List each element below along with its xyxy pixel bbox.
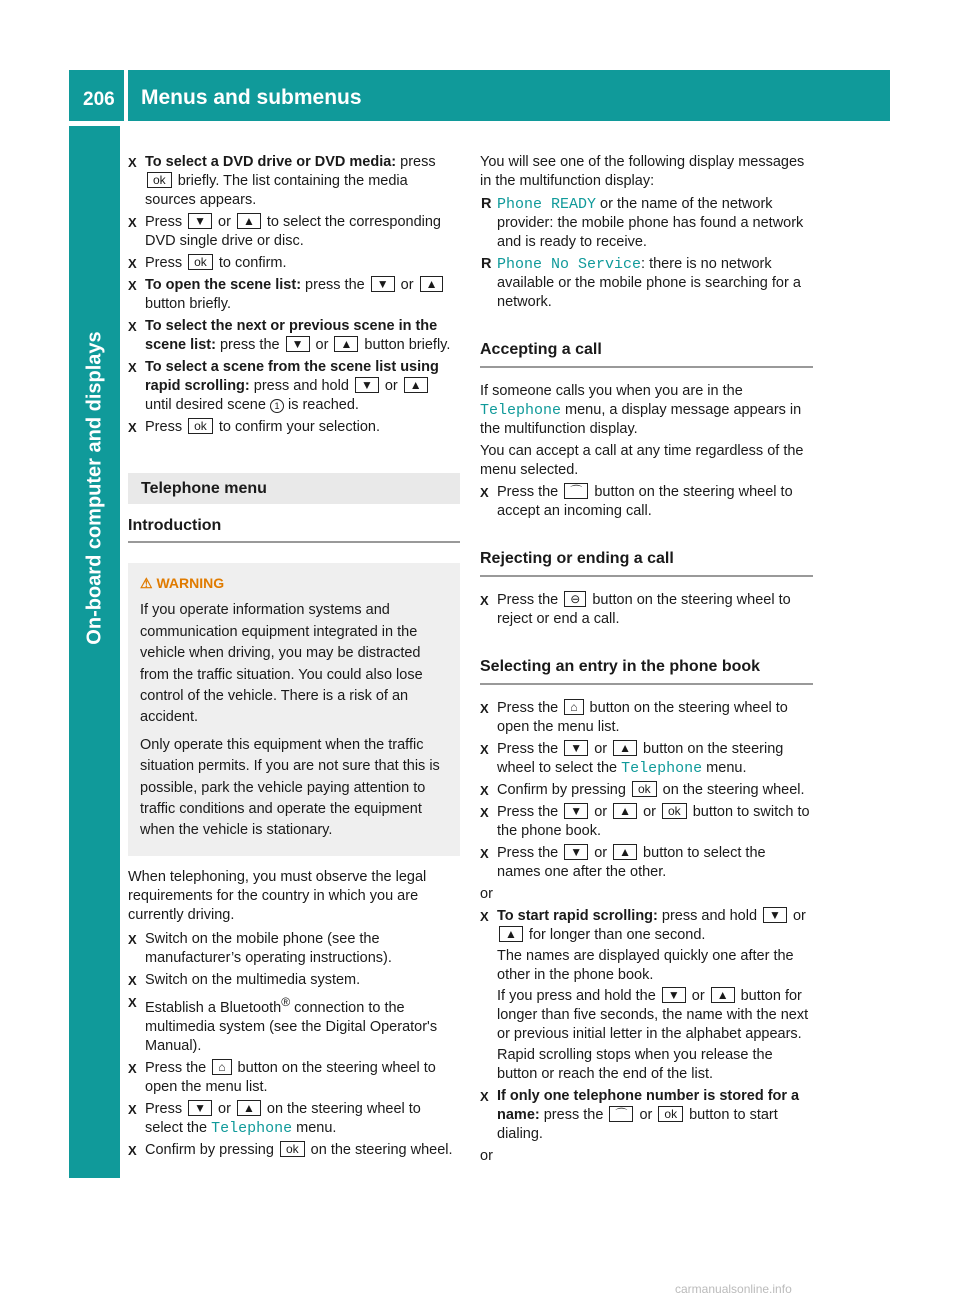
step-text: button on the steering wheel to reject or end a call. xyxy=(497,592,791,627)
arrow-icon: X xyxy=(128,972,137,988)
display-term: Telephone xyxy=(480,402,562,419)
arrow-icon: X xyxy=(128,256,137,271)
phone-key-icon: ⌒ xyxy=(609,1106,633,1122)
arrow-icon: X xyxy=(480,742,489,757)
step-text: briefly. The list containing the media sources appears. xyxy=(145,173,408,208)
step-text: to select the corresponding DVD single drive or disc. xyxy=(145,214,441,249)
ok-key-icon: ok xyxy=(188,254,213,270)
subsection-heading: Introduction xyxy=(128,516,460,543)
step-text: button briefly. xyxy=(360,337,451,353)
paragraph-text: menu, a display message appears in the multifunction display. xyxy=(480,402,802,437)
step-text: to confirm your selection. xyxy=(214,419,381,435)
step-text: Press xyxy=(145,1100,183,1117)
step-text: Switch on the multimedia system. xyxy=(145,971,361,988)
step-text: press and hold xyxy=(657,908,758,924)
ok-key-icon: ok xyxy=(280,1141,305,1157)
arrow-icon: X xyxy=(128,1142,137,1158)
step-text: connection to the multimedia system (see the Digital Operator's Manual). xyxy=(145,999,438,1054)
step-text: button to switch to the phone book. xyxy=(497,804,810,839)
subsection-heading: Selecting an entry in the phone book xyxy=(480,657,813,685)
warning-icon: ⚠ xyxy=(140,575,153,591)
ok-key-icon: ok xyxy=(632,781,657,797)
step xyxy=(128,971,460,990)
step xyxy=(128,213,460,251)
arrow-icon: X xyxy=(128,319,137,334)
arrow-icon: X xyxy=(128,1101,137,1117)
step-text: Press the xyxy=(497,484,559,500)
step-text: or xyxy=(315,337,329,353)
sidebar-tab xyxy=(69,126,120,1178)
page-title: Menus and submenus xyxy=(141,86,362,109)
display-term: Phone No Service xyxy=(497,256,642,273)
step-bold: If only one telephone number is stored for a name: xyxy=(497,1088,800,1123)
warning-title: WARNING xyxy=(156,575,225,591)
step-text: button for longer than five seconds, the name with the next or previous initial letter in the alphabet appears. xyxy=(497,988,809,1042)
step xyxy=(128,1100,460,1138)
step-text: button on the steering wheel to open the menu list. xyxy=(145,1059,436,1095)
step xyxy=(480,781,813,800)
step-text: or xyxy=(639,1107,653,1123)
list-item xyxy=(480,195,813,252)
step xyxy=(480,740,813,778)
arrow-icon: X xyxy=(480,485,489,500)
step-text: for longer than one second. xyxy=(524,927,706,943)
list-item xyxy=(480,255,813,312)
step-text: or xyxy=(594,804,608,820)
step-note xyxy=(497,987,813,1044)
step-bold: To open the scene list: xyxy=(145,277,302,293)
step-text: Press the xyxy=(497,741,559,757)
step-text: on the steering wheel to select the xyxy=(145,1100,421,1136)
paragraph xyxy=(480,382,813,439)
step-text: Establish a Bluetooth xyxy=(145,999,282,1016)
down-key-icon: ▼ xyxy=(355,377,379,393)
step xyxy=(480,907,813,1084)
arrow-icon: X xyxy=(128,994,137,1010)
step xyxy=(128,276,460,314)
down-key-icon: ▼ xyxy=(188,213,212,229)
step-text: button to start dialing. xyxy=(497,1107,778,1142)
step-note: Rapid scrolling stops when you release the button or reach the end of the list. xyxy=(497,1047,773,1082)
step-text: button on the steering wheel to open the menu list. xyxy=(497,700,788,735)
paragraph: When telephoning, you must observe the legal requirements for the country in which you are currently driving. xyxy=(128,868,427,923)
bullet-icon: R xyxy=(481,256,492,272)
step-text: button to select the names one after the other. xyxy=(497,845,766,880)
arrow-icon: X xyxy=(480,909,489,924)
step-text: press the xyxy=(539,1107,604,1123)
step xyxy=(128,317,460,355)
watermark-logo: carmanualsonline.info xyxy=(675,1282,792,1296)
paragraph: You can accept a call at any time regardless of the menu selected. xyxy=(480,443,804,478)
step-text: Confirm by pressing xyxy=(145,1141,274,1158)
ok-key-icon: ok xyxy=(658,1106,683,1122)
step xyxy=(480,699,813,737)
step-text: Press the xyxy=(497,700,559,716)
up-key-icon: ▲ xyxy=(237,1100,261,1116)
step-text: or xyxy=(792,908,806,924)
page-header xyxy=(69,70,890,121)
up-key-icon: ▲ xyxy=(613,740,637,756)
down-key-icon: ▼ xyxy=(564,803,588,819)
step-text: Press xyxy=(145,419,183,435)
header-divider xyxy=(124,70,128,121)
ok-key-icon: ok xyxy=(188,418,213,434)
down-key-icon: ▼ xyxy=(564,740,588,756)
arrow-icon: X xyxy=(480,1089,489,1104)
subsection-heading: Accepting a call xyxy=(480,340,813,368)
step xyxy=(128,1141,460,1160)
registered-mark: ® xyxy=(281,994,291,1009)
arrow-icon: X xyxy=(128,931,137,947)
ok-key-icon: ok xyxy=(147,172,172,188)
warning-text: Only operate this equipment when the traffic situation permits. If you are not sure that this is possible, park the vehicle paying attention to traffic conditions and operate the equipment when the vehicle is stationary. xyxy=(140,736,440,839)
step xyxy=(128,1059,460,1097)
step xyxy=(128,418,460,437)
step xyxy=(128,153,460,210)
arrow-icon: X xyxy=(480,593,489,608)
down-key-icon: ▼ xyxy=(662,987,686,1003)
warning-header xyxy=(140,573,450,594)
step-text: or xyxy=(691,988,705,1004)
step-text: button on the steering wheel to accept an incoming call. xyxy=(497,484,793,519)
display-term: Telephone xyxy=(621,760,703,777)
up-key-icon: ▲ xyxy=(404,377,428,393)
step xyxy=(480,591,813,629)
step-text: menu. xyxy=(292,1119,337,1136)
bullet-icon: R xyxy=(481,196,492,212)
subsection-heading: Rejecting or ending a call xyxy=(480,549,813,577)
step-text: button on the steering wheel to select the xyxy=(497,741,784,776)
circle-1-icon: 1 xyxy=(270,399,284,413)
step xyxy=(128,358,460,415)
down-key-icon: ▼ xyxy=(371,276,395,292)
down-key-icon: ▼ xyxy=(763,907,787,923)
arrow-icon: X xyxy=(480,805,489,820)
step xyxy=(480,803,813,841)
page-number: 206 xyxy=(83,89,115,110)
down-key-icon: ▼ xyxy=(188,1100,212,1116)
or-text: or xyxy=(480,886,493,902)
step-text: on the steering wheel. xyxy=(658,782,805,798)
display-term: Telephone xyxy=(211,1119,293,1137)
step-bold: To select a DVD drive or DVD media: xyxy=(145,154,397,170)
step-text: or xyxy=(594,845,608,861)
step-bold: To start rapid scrolling: xyxy=(497,908,658,924)
list-text: : there is no network available or the mobile phone is searching for a network. xyxy=(497,256,801,310)
step-text: Press the xyxy=(145,1059,207,1076)
up-key-icon: ▲ xyxy=(613,803,637,819)
up-key-icon: ▲ xyxy=(711,987,735,1003)
phone-key-icon: ⌒ xyxy=(564,483,588,499)
arrow-icon: X xyxy=(128,420,137,435)
arrow-icon: X xyxy=(128,1060,137,1076)
arrow-icon: X xyxy=(128,360,137,375)
step xyxy=(480,844,813,882)
arrow-icon: X xyxy=(480,701,489,716)
step-bold: To select the next or previous scene in the scene list: xyxy=(145,318,438,353)
step-text: or xyxy=(400,277,414,293)
step-text: Press the xyxy=(497,845,559,861)
up-key-icon: ▲ xyxy=(499,926,523,942)
down-key-icon: ▼ xyxy=(286,336,310,352)
step-text: press xyxy=(396,154,436,170)
step-bold: To select a scene from the scene list using rapid scrolling: xyxy=(145,359,439,394)
step-text: Press xyxy=(145,214,183,230)
sidebar-label: On-board computer and displays xyxy=(83,331,106,645)
step-text: to confirm. xyxy=(214,255,287,271)
step-text: Switch on the mobile phone (see the manufacturer’s operating instructions). xyxy=(145,930,392,966)
step-text: menu. xyxy=(702,760,747,776)
step-text: press the xyxy=(301,277,365,293)
ok-key-icon: ok xyxy=(662,803,687,819)
step-text: or xyxy=(218,214,231,230)
warning-text: If you operate information systems and communication equipment integrated in the vehicle when driving, you may be distracted from the traffic situation. You could also lose control of the vehicle. There is a risk of an accident. xyxy=(140,602,423,726)
step-text: Press the xyxy=(497,592,559,608)
arrow-icon: X xyxy=(480,783,489,798)
hangup-key-icon: ⊖ xyxy=(564,591,586,607)
arrow-icon: X xyxy=(128,155,137,170)
step-text: on the steering wheel. xyxy=(306,1141,453,1158)
arrow-icon: X xyxy=(128,215,137,230)
step-text: is reached. xyxy=(283,397,359,413)
up-key-icon: ▲ xyxy=(334,336,358,352)
step-text: until desired scene xyxy=(145,397,266,413)
paragraph-text: If someone calls you when you are in the xyxy=(480,383,743,399)
down-key-icon: ▼ xyxy=(564,844,588,860)
list-text: or the name of the network provider: the mobile phone has found a network and is ready to receive. xyxy=(497,196,804,250)
up-key-icon: ▲ xyxy=(613,844,637,860)
step-text: or xyxy=(643,804,656,820)
or-text: or xyxy=(480,1148,493,1164)
arrow-icon: X xyxy=(480,846,489,861)
step-text: or xyxy=(384,378,398,394)
section-heading: Telephone menu xyxy=(128,473,460,504)
step-text: button briefly. xyxy=(145,296,231,312)
step xyxy=(128,993,460,1056)
home-key-icon: ⌂ xyxy=(212,1059,231,1075)
paragraph: You will see one of the following display messages in the multifunction display: xyxy=(480,154,805,189)
step xyxy=(480,1087,813,1144)
step-text: or xyxy=(218,1100,231,1117)
up-key-icon: ▲ xyxy=(420,276,444,292)
step-text: press the xyxy=(215,337,280,353)
step-text: Press the xyxy=(497,804,559,820)
step-text: or xyxy=(594,741,608,757)
step xyxy=(128,254,460,273)
step-text: press and hold xyxy=(249,378,349,394)
left-column xyxy=(128,153,460,1163)
up-key-icon: ▲ xyxy=(237,213,261,229)
step xyxy=(128,930,460,968)
arrow-icon: X xyxy=(128,278,137,293)
step-text: Confirm by pressing xyxy=(497,782,626,798)
step-text: Press xyxy=(145,255,183,271)
step xyxy=(480,483,813,521)
step-text: If you press and hold the xyxy=(497,988,656,1004)
right-column xyxy=(480,153,813,1169)
home-key-icon: ⌂ xyxy=(564,699,583,715)
display-term: Phone READY xyxy=(497,196,597,213)
step-note: The names are displayed quickly one after the other in the phone book. xyxy=(497,948,794,983)
warning-box xyxy=(128,563,460,856)
